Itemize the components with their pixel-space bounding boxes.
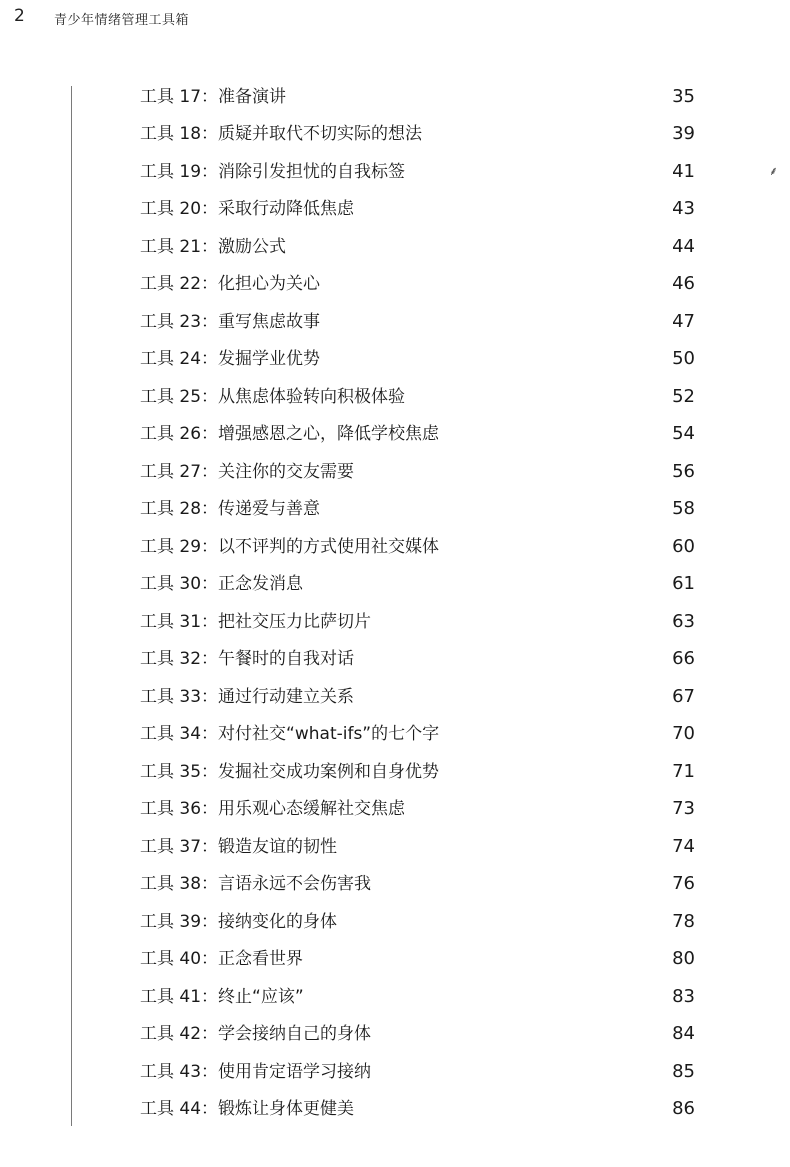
toc-entry-page: 78	[672, 911, 695, 932]
toc-entry-page: 47	[672, 311, 695, 332]
toc-entry[interactable]	[140, 721, 695, 747]
toc-entry-page: 50	[672, 348, 695, 369]
toc-entry[interactable]	[140, 84, 695, 110]
toc-entry-page: 85	[672, 1061, 695, 1082]
toc-entry-page: 73	[672, 798, 695, 819]
toc-entry-page: 46	[672, 273, 695, 294]
toc-entry-page: 80	[672, 948, 695, 969]
toc-entry[interactable]	[140, 1059, 695, 1085]
toc-entry-page: 43	[672, 198, 695, 219]
toc-entry-page: 58	[672, 498, 695, 519]
toc-entry-title: 工具 34：对付社交“what-ifs”的七个字	[140, 724, 440, 744]
toc-entry[interactable]	[140, 196, 695, 222]
toc-entry[interactable]	[140, 496, 695, 522]
page-number: 2	[14, 6, 25, 26]
toc-entry-page: 61	[672, 573, 695, 594]
toc-entry-page: 71	[672, 761, 695, 782]
toc-entry-page: 84	[672, 1023, 695, 1044]
toc-entry[interactable]	[140, 796, 695, 822]
toc-entry-title: 工具 41：终止“应该”	[140, 987, 304, 1007]
toc-entry[interactable]	[140, 421, 695, 447]
toc-entry[interactable]	[140, 271, 695, 297]
toc-entry-title: 工具 33：通过行动建立关系	[140, 687, 355, 707]
toc-entry[interactable]	[140, 309, 695, 335]
toc-entry[interactable]	[140, 909, 695, 935]
toc-entry[interactable]	[140, 759, 695, 785]
toc-entry-page: 76	[672, 873, 695, 894]
toc-entry-page: 70	[672, 723, 695, 744]
toc-entry-page: 86	[672, 1098, 695, 1119]
toc-entry[interactable]	[140, 121, 695, 147]
toc-entry-title: 工具 17：准备演讲	[140, 87, 287, 107]
scan-speck: ⸙	[769, 164, 779, 178]
toc-entry-page: 52	[672, 386, 695, 407]
toc-entry-title: 工具 35：发掘社交成功案例和自身优势	[140, 762, 440, 782]
toc-entry[interactable]	[140, 1096, 695, 1122]
toc-entry-title: 工具 43：使用肯定语学习接纳	[140, 1062, 372, 1082]
toc-entry-title: 工具 20：采取行动降低焦虑	[140, 199, 355, 219]
toc-entry[interactable]	[140, 984, 695, 1010]
toc-entry[interactable]	[140, 459, 695, 485]
toc-entry[interactable]	[140, 609, 695, 635]
toc-entry[interactable]	[140, 384, 695, 410]
toc-entry-page: 39	[672, 123, 695, 144]
toc-entry-page: 44	[672, 236, 695, 257]
toc-entry-title: 工具 36：用乐观心态缓解社交焦虑	[140, 799, 406, 819]
toc-entry[interactable]	[140, 834, 695, 860]
toc-entry-title: 工具 30：正念发消息	[140, 574, 304, 594]
toc-entry-title: 工具 24：发掘学业优势	[140, 349, 321, 369]
toc-entry-title: 工具 25：从焦虑体验转向积极体验	[140, 387, 406, 407]
toc-entry[interactable]	[140, 646, 695, 672]
toc-entry[interactable]	[140, 534, 695, 560]
toc-entry-page: 63	[672, 611, 695, 632]
toc-entry[interactable]	[140, 346, 695, 372]
toc-entry-page: 41	[672, 161, 695, 182]
toc-entry-page: 67	[672, 686, 695, 707]
toc-entry-title: 工具 23：重写焦虑故事	[140, 312, 321, 332]
toc-entry-title: 工具 27：关注你的交友需要	[140, 462, 355, 482]
toc-entry-title: 工具 44：锻炼让身体更健美	[140, 1099, 355, 1119]
toc-entry[interactable]	[140, 684, 695, 710]
toc-entry-title: 工具 31：把社交压力比萨切片	[140, 612, 372, 632]
left-margin-rule	[71, 86, 72, 1126]
toc-entry-page: 35	[672, 86, 695, 107]
toc-entry-page: 54	[672, 423, 695, 444]
toc-entry-page: 74	[672, 836, 695, 857]
toc-entry-title: 工具 29：以不评判的方式使用社交媒体	[140, 537, 440, 557]
toc-entry-title: 工具 21：激励公式	[140, 237, 287, 257]
toc-entry-title: 工具 19：消除引发担忧的自我标签	[140, 162, 406, 182]
toc-entry[interactable]	[140, 871, 695, 897]
toc-entry-page: 60	[672, 536, 695, 557]
toc-entry[interactable]	[140, 571, 695, 597]
toc-entry[interactable]	[140, 1021, 695, 1047]
toc-entry[interactable]	[140, 159, 695, 185]
toc-entry-title: 工具 28：传递爱与善意	[140, 499, 321, 519]
toc-entry-page: 56	[672, 461, 695, 482]
running-head-title: 青少年情绪管理工具箱	[54, 13, 190, 28]
toc-entry[interactable]	[140, 234, 695, 260]
toc-entry-page: 83	[672, 986, 695, 1007]
toc-entry-title: 工具 38：言语永远不会伤害我	[140, 874, 372, 894]
toc-entry-title: 工具 37：锻造友谊的韧性	[140, 837, 338, 857]
toc-entry-title: 工具 26：增强感恩之心，降低学校焦虑	[140, 424, 440, 444]
toc-entry-page: 66	[672, 648, 695, 669]
toc-entry-title: 工具 32：午餐时的自我对话	[140, 649, 355, 669]
toc-entry-title: 工具 22：化担心为关心	[140, 274, 321, 294]
toc-entry-title: 工具 18：质疑并取代不切实际的想法	[140, 124, 423, 144]
toc-entry-title: 工具 42：学会接纳自己的身体	[140, 1024, 372, 1044]
toc-entry-title: 工具 40：正念看世界	[140, 949, 304, 969]
toc-entry-title: 工具 39：接纳变化的身体	[140, 912, 338, 932]
toc-entry[interactable]	[140, 946, 695, 972]
